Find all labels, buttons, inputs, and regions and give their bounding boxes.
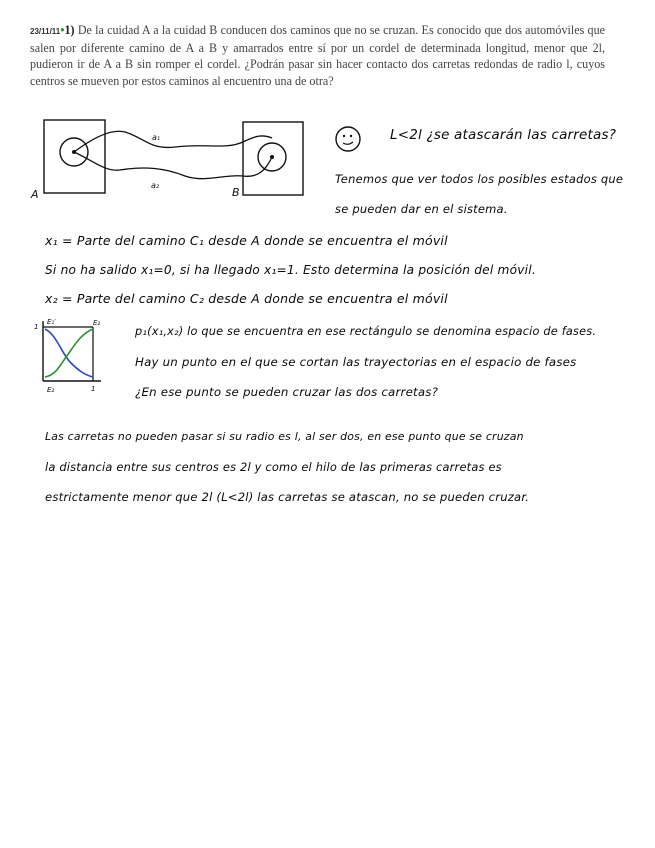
note-line-1: Tenemos que ver todos los posibles estados que xyxy=(335,172,624,186)
note-conclusion-3: estrictamente menor que 2l (L<2l) las carretas se atascan, no se pueden cruzar. xyxy=(45,490,530,504)
label-city-b: B xyxy=(232,186,240,199)
note-line-2: se pueden dar en el sistema. xyxy=(335,202,508,216)
phase-bottom-label: E₂ xyxy=(47,386,55,394)
label-road-1: a₁ xyxy=(152,133,161,142)
road-1-path xyxy=(74,131,272,152)
carriage-b-center xyxy=(270,155,274,159)
note-phase-3: ¿En ese punto se pueden cruzar las dos carretas? xyxy=(135,385,439,399)
smiley-icon xyxy=(333,124,363,154)
label-city-a: A xyxy=(31,188,39,201)
note-conclusion-2: la distancia entre sus centros es 2l y como el hilo de las primeras carretas es xyxy=(45,460,502,474)
note-x2-definition: x₂ = Parte del camino C₂ desde A donde se encuentra el móvil xyxy=(45,291,448,306)
trajectory-green xyxy=(45,329,93,377)
road-2-path xyxy=(74,152,272,179)
phase-y-label: E₁′ xyxy=(47,318,56,326)
note-x1-remark: Si no ha salido x₁=0, si ha llegado x₁=1. Esto determina la posición del móvil. xyxy=(45,263,536,277)
carriage-b-circle xyxy=(258,143,286,171)
note-x1-definition: x₁ = Parte del camino C₁ desde A donde se encuentra el móvil xyxy=(45,233,448,248)
bullet-dot-icon: • xyxy=(60,23,65,37)
phase-x-end: 1 xyxy=(91,385,96,393)
city-a-box xyxy=(44,120,105,193)
problem-statement xyxy=(30,22,605,89)
carriage-a-circle xyxy=(60,138,88,166)
problem-date: 23/11/11 xyxy=(30,27,61,36)
note-phase-1: p₁(x₁,x₂) lo que se encuentra en ese rectángulo se denomina espacio de fases. xyxy=(135,325,597,338)
phase-y-top: 1 xyxy=(34,323,39,331)
problem-text: De la cuidad A a la cuidad B conducen dos caminos que no se cruzan. Es conocido que dos automóviles que salen por diferente camino de A a B y amarrados entre sí por un cordel de determinada longitud, menor que 2l, pudieron ir de A a B sin romper el cordel. ¿Podrán pasar sin hacer contacto dos carretas redondas de radio l, cuyos centros se mueven por estos caminos al encuentro una de otra? xyxy=(30,23,605,88)
carriage-a-center xyxy=(72,150,76,154)
phase-top-right: E₂ xyxy=(93,319,101,327)
phase-space-plot xyxy=(33,315,108,395)
city-b-box xyxy=(243,122,303,195)
note-phase-2: Hay un punto en el que se cortan las trayectorias en el espacio de fases xyxy=(135,355,577,369)
problem-number: 1) xyxy=(64,23,75,37)
note-question: L<2l ¿se atascarán las carretas? xyxy=(390,127,617,143)
label-road-2: a₂ xyxy=(151,181,160,190)
note-conclusion-1: Las carretas no pueden pasar si su radio es l, al ser dos, en ese punto que se cruzan xyxy=(45,430,524,443)
